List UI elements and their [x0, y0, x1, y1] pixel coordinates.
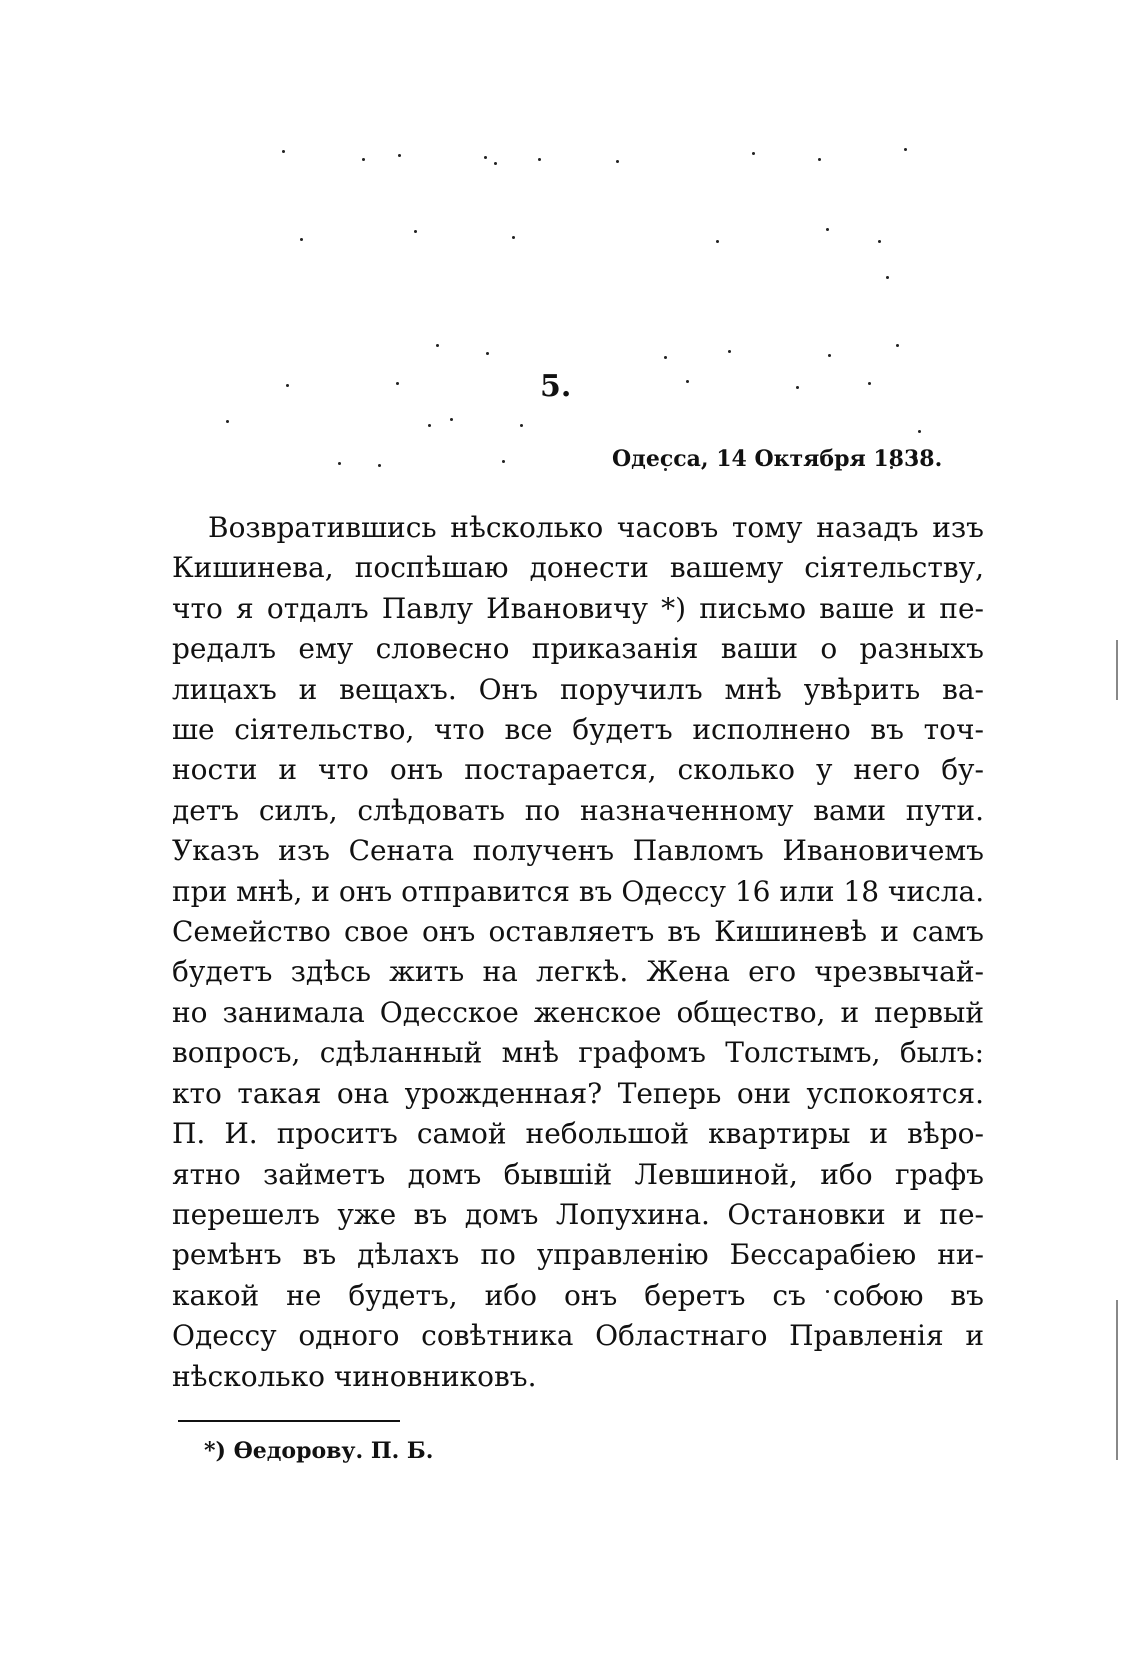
body-line: ности и что онъ постарается, сколько у него бу-	[172, 753, 984, 787]
body-line: какой не будетъ, ибо онъ беретъ съ собою въ	[172, 1278, 984, 1312]
body-line: ремѣнъ въ дѣлахъ по управленію Бессарабіею ни-	[172, 1238, 984, 1272]
body-line: нѣсколько чиновниковъ.	[172, 1359, 537, 1393]
body-line: Возвратившись нѣсколько часовъ тому назадъ изъ	[208, 511, 984, 544]
body-line: но занимала Одесское женское общество, и первый	[172, 995, 984, 1029]
body-line: детъ силъ, слѣдовать по назначенному вами пути.	[172, 793, 984, 827]
body-line: ше сіятельство, что все будетъ исполнено въ точ-	[172, 713, 984, 747]
body-line: Одессу одного совѣтника Областнаго Правленія и	[172, 1319, 984, 1353]
body-line: П. И. проситъ самой небольшой квартиры и вѣро-	[172, 1117, 984, 1151]
body-line: что я отдалъ Павлу Ивановичу *) письмо ваше и пе-	[172, 591, 984, 625]
body-line: Семейство свое онъ оставляетъ въ Кишиневѣ и самъ	[172, 915, 984, 949]
scan-edge-mark	[1116, 640, 1118, 700]
letter-body	[172, 508, 984, 1397]
footnote: *) Ѳедорову. П. Б.	[204, 1438, 434, 1464]
scan-edge-mark	[1116, 1300, 1118, 1460]
letter-number: 5.	[540, 369, 572, 404]
footnote-rule	[178, 1420, 400, 1422]
body-line: лицахъ и вещахъ. Онъ поручилъ мнѣ увѣрить ва-	[172, 672, 984, 706]
body-line: ятно займетъ домъ бывшій Левшиной, ибо графъ	[172, 1157, 984, 1191]
body-line: редалъ ему словесно приказанія ваши о разныхъ	[172, 632, 984, 666]
body-line: вопросъ, сдѣланный мнѣ графомъ Толстымъ, былъ:	[172, 1036, 984, 1070]
letter-dateline: Одесса, 14 Октября 1838.	[612, 446, 943, 472]
body-line: кто такая она урожденная? Теперь они успокоятся.	[172, 1076, 984, 1110]
body-line: Указъ изъ Сената полученъ Павломъ Ивановичемъ	[172, 834, 984, 868]
body-line: перешелъ уже въ домъ Лопухина. Остановки и пе-	[172, 1197, 984, 1231]
body-line: будетъ здѣсь жить на легкѣ. Жена его чрезвычай-	[172, 955, 984, 989]
body-line: при мнѣ, и онъ отправится въ Одессу 16 или 18 числа.	[172, 874, 984, 908]
body-line: Кишинева, поспѣшаю донести вашему сіятельству,	[172, 551, 984, 585]
